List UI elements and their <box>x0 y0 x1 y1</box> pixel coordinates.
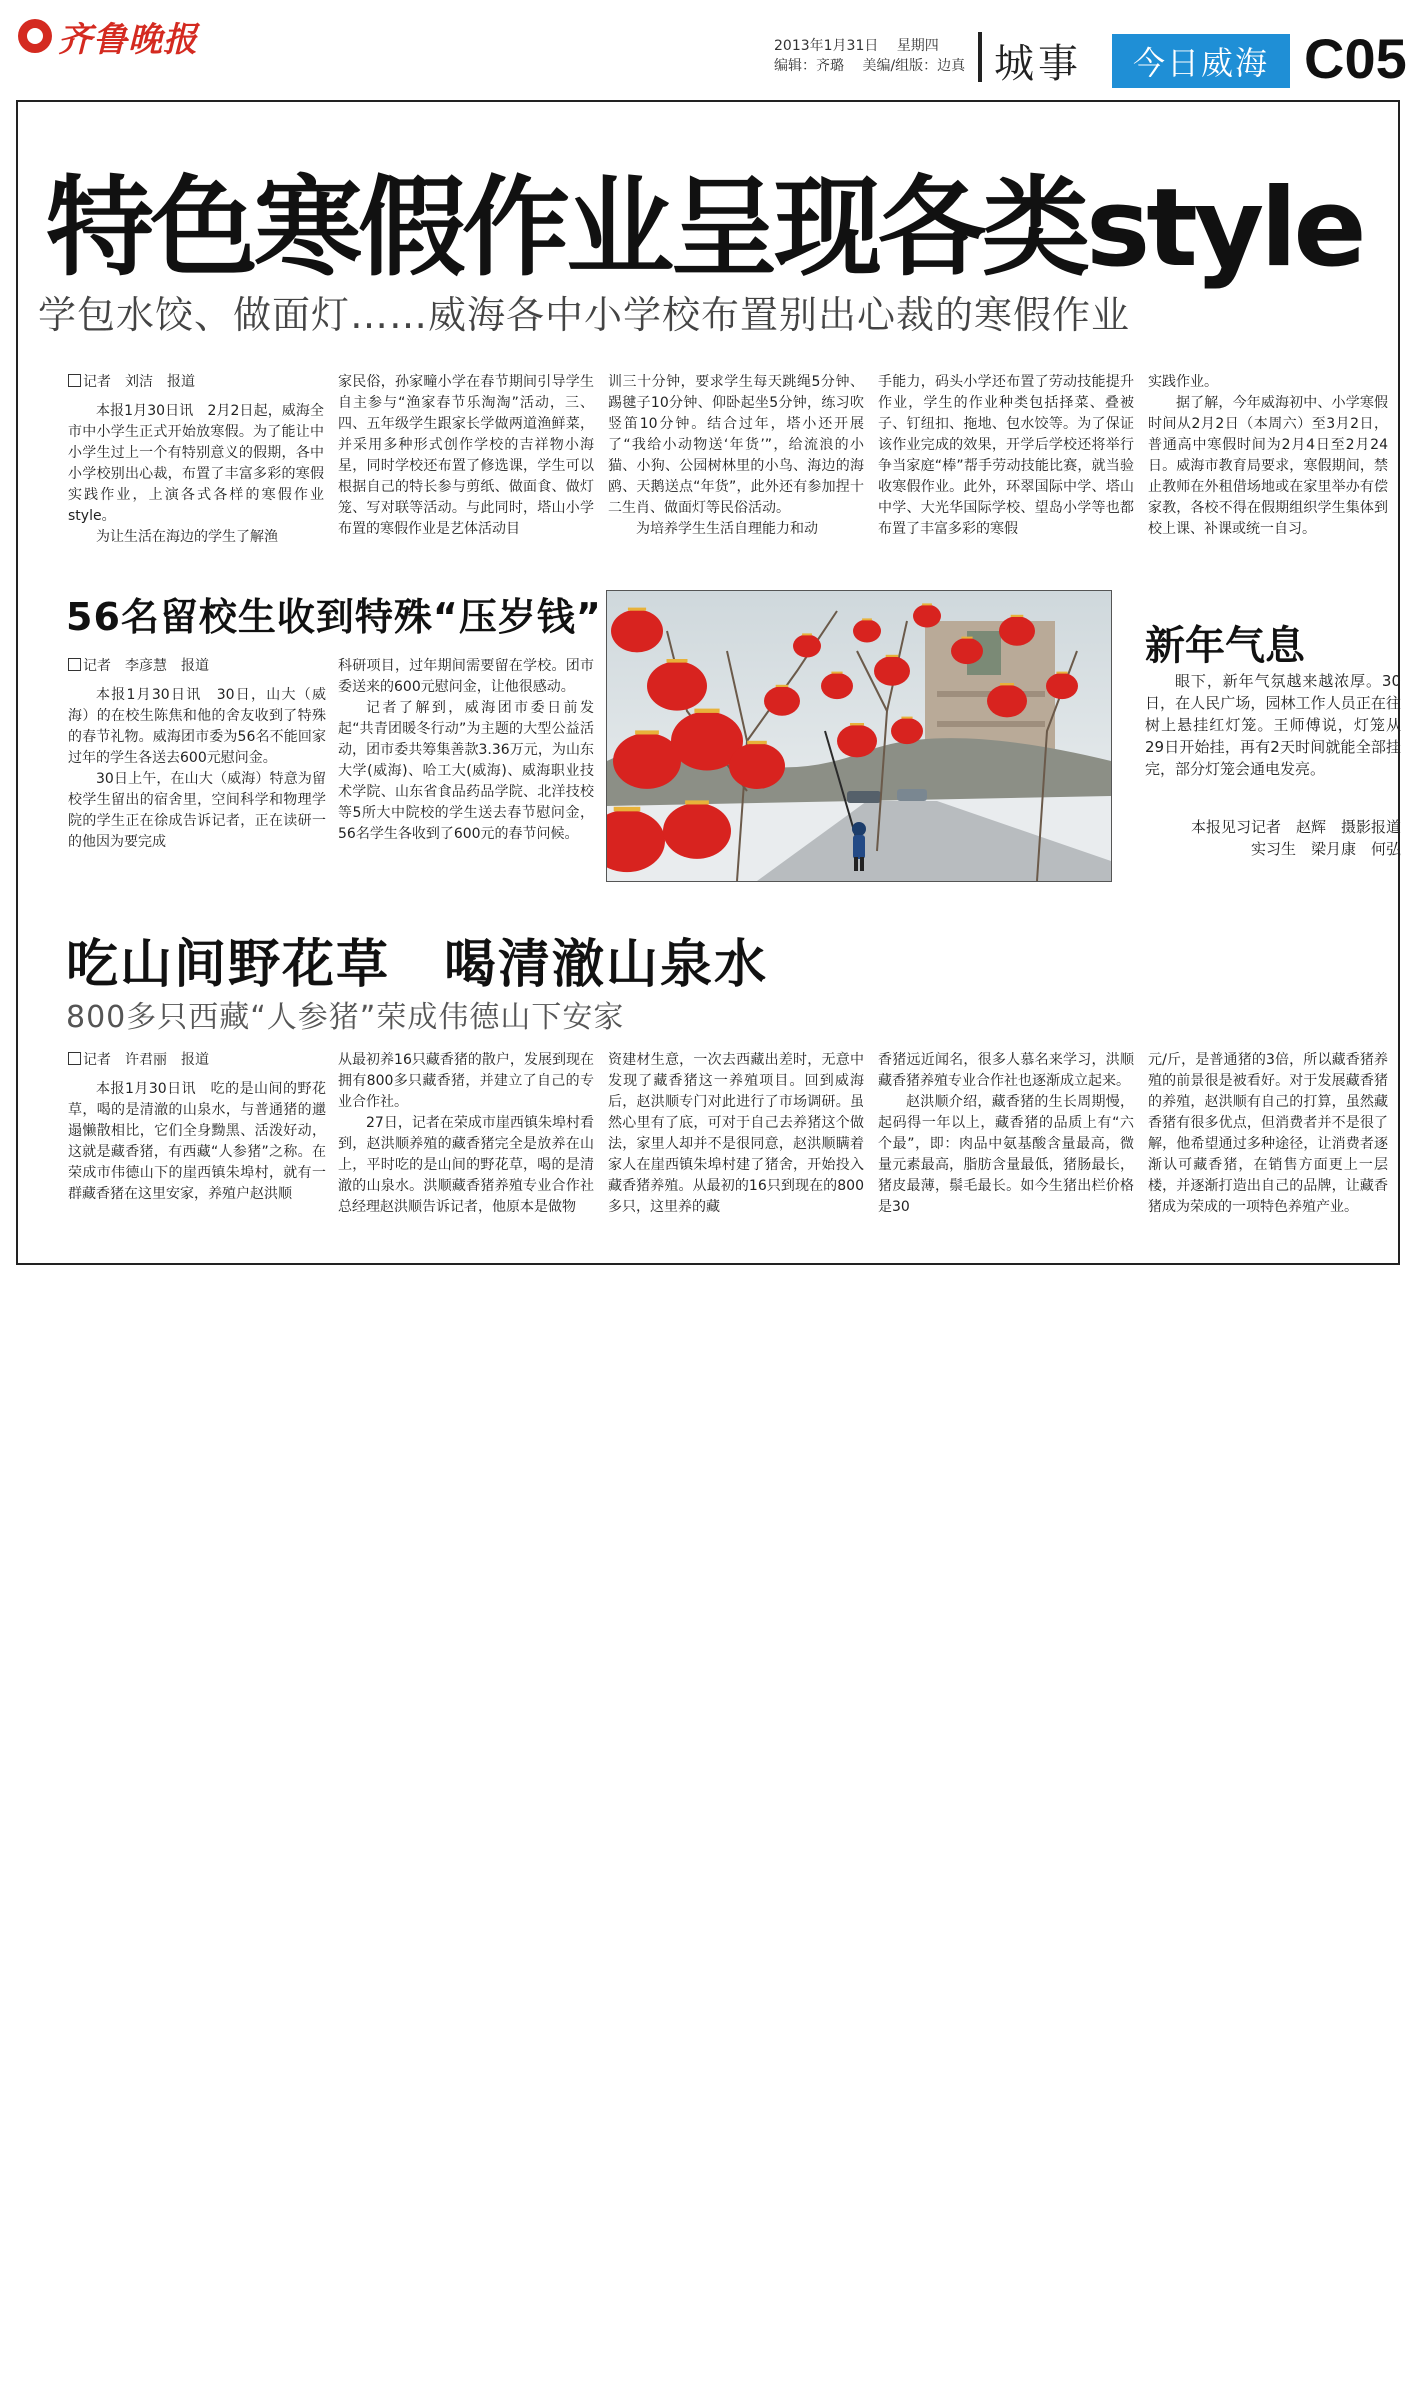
story4-deck: 800多只西藏“人参猪”荣成伟德山下安家 <box>66 1000 625 1035</box>
issue-date: 2013年1月31日 <box>774 38 879 54</box>
story1-paragraph: 手能力，码头小学还布置了劳动技能提升作业，学生的作业种类包括择菜、叠被子、钉纽扣、拖地、包水饺等。为了保证该作业完成的效果，开学后学校还将举行争当家庭“棒”帮手劳动技能比赛，就当验收寒假作业。此外，环翠国际中学、塔山中学、大光华国际学校、望岛小学等也都布置了丰富多彩的寒假 <box>878 374 1134 537</box>
lantern-cap <box>831 672 842 674</box>
story2-byline: 记者 李彦慧 报道 <box>68 656 326 677</box>
lantern-cap <box>901 717 912 719</box>
lantern <box>611 610 663 653</box>
lantern <box>837 725 877 758</box>
story4-headline: 吃山间野花草 喝清澈山泉水 <box>66 935 769 995</box>
logo-icon <box>18 19 52 53</box>
photo-credit <box>1145 816 1401 860</box>
lantern-cap <box>667 659 688 663</box>
story2-paragraph: 科研项目，过年期间需要留在学校。团市委送来的600元慰问金，让他很感动。 <box>338 658 594 695</box>
lantern-cap <box>1011 615 1024 617</box>
story2-column-1 <box>68 656 326 886</box>
lantern-cap <box>614 807 641 812</box>
story4-column-2 <box>338 1050 594 1250</box>
lantern <box>729 743 785 789</box>
photo-credit-line-2: 实习生 梁月康 何弘 <box>1250 840 1401 858</box>
lantern-cap <box>1000 683 1014 685</box>
story1-paragraph: 据了解，今年威海初中、小学寒假时间从2月2日（本周六）至3月2日，普通高中寒假时间为2月4日至2月24日。威海市教育局要求，寒假期间，禁止教师在外租借场地或在家里举办有偿家教，各校不得在假期组织学生集体到校上课、补课或统一自习。 <box>1148 395 1388 537</box>
lantern <box>613 733 681 789</box>
story2-column-2 <box>338 656 594 886</box>
story1-paragraph: 训三十分钟，要求学生每天跳绳5分钟、踢毽子10分钟、仰卧起坐5分钟，练习吹竖笛10分钟。结合过年，塔小还开展了“我给小动物送‘年货’”，给流浪的小猫、小狗、公园树林里的小鸟、海边的海鸥、天鹅送点“年货”，此外还有参加捏十二生肖、做面灯等民俗活动。 <box>608 374 864 516</box>
story4-column-4 <box>878 1050 1134 1250</box>
story2-paragraph: 记者了解到，威海团市委日前发起“共青团暖冬行动”为主题的大型公益活动，团市委共筹集善款3.36万元，为山东大学(威海)、哈工大(威海)、威海职业技术学院、山东省食品药品学院、北洋技校等5所大中院校的学生送去春节慰问金，56名学生各收到了600元的春节问候。 <box>338 700 594 842</box>
lantern-cap <box>961 637 972 639</box>
story3-body <box>1145 670 1401 810</box>
page-number: C05 <box>1304 27 1407 90</box>
story4-paragraph: 本报1月30日讯 吃的是山间的野花草，喝的是清澈的山泉水，与普通猪的邋遢懒散相比，它们全身黝黑、活泼好动，这就是藏香猪，有西藏“人参猪”之称。在荣成市伟德山下的崖西镇朱埠村，就有一群藏香猪在这里安家，养殖户赵洪顺 <box>68 1081 326 1202</box>
lantern <box>821 673 853 699</box>
lantern-cap <box>862 618 872 620</box>
masthead-divider <box>978 32 982 82</box>
story1-paragraph: 家民俗，孙家疃小学在春节期间引导学生自主参与“渔家春节乐淘淘”活动，三、四、五年级学生跟家长学做两道渔鲜菜，并采用多种形式创作学校的吉祥物小海星，同时学校还布置了修选课，学生可以根据自己的特长参与剪纸、做面食、做灯笼、写对联等活动。与此同时，塔山小学布置的寒假作业是艺体活动目 <box>338 374 594 537</box>
lantern-cap <box>747 741 767 744</box>
lantern <box>891 718 923 744</box>
red-lanterns-photo <box>606 590 1112 882</box>
lantern <box>999 616 1035 646</box>
story4-paragraph: 元/斤，是普通猪的3倍，所以藏香猪养殖的前景很是被看好。对于发展藏香猪的养殖，赵洪顺有自己的打算，虽然藏香猪有很多优点，但消费者并不是很了解，他希望通过多种途径，让消费者逐渐认可藏香猪，在销售方面更上一层楼，并逐渐打造出自己的品牌，让藏香猪成为荣成的一项特色养殖产业。 <box>1148 1052 1388 1215</box>
photo-credit-line-1: 本报见习记者 赵辉 摄影报道 <box>1190 818 1401 836</box>
story4-byline: 记者 许君丽 报道 <box>68 1050 326 1071</box>
issue-weekday: 星期四 <box>896 38 939 54</box>
story1-byline: 记者 刘洁 报道 <box>68 372 324 393</box>
story1-column-2 <box>338 372 594 572</box>
story1-paragraph: 为让生活在海边的学生了解渔 <box>96 529 278 545</box>
lantern-cap <box>1056 672 1067 674</box>
section-name: 城事 <box>994 41 1082 87</box>
story1-paragraph: 本报1月30日讯 2月2日起，威海全市中小学生正式开始放寒假。为了能让中小学生过上一个有特别意义的假期，各中小学校别出心裁，布置了丰富多彩的寒假实践作业，上演各式各样的寒假作业style。 <box>68 403 324 524</box>
byline-box-icon <box>68 374 81 387</box>
article-frame <box>16 100 1400 1265</box>
lantern <box>853 620 881 643</box>
newspaper-logo <box>18 14 198 58</box>
lantern-cap <box>802 633 812 635</box>
story1-paragraph: 实践作业。 <box>1148 374 1218 390</box>
story4-column-5 <box>1148 1050 1388 1250</box>
section-tab: 今日威海 <box>1112 34 1290 88</box>
story4-paragraph: 香猪远近闻名，很多人慕名来学习，洪顺藏香猪养殖专业合作社也逐渐成立起来。 <box>878 1052 1134 1089</box>
byline-box-icon <box>68 1052 81 1065</box>
issue-meta <box>774 36 979 76</box>
lantern-cap <box>628 608 646 611</box>
lantern <box>987 685 1027 718</box>
story2-headline: 56名留校生收到特殊“压岁钱” <box>66 595 602 639</box>
lantern-cap <box>886 655 899 657</box>
editor-credit: 编辑：齐璐 <box>774 58 844 74</box>
story1-column-1 <box>68 372 324 572</box>
lantern <box>764 686 800 716</box>
main-headline: 特色寒假作业呈现各类style <box>46 166 1363 291</box>
lantern <box>663 803 731 859</box>
story3-headline: 新年气息 <box>1145 623 1305 669</box>
lantern <box>913 605 941 628</box>
story1-paragraph: 为培养学生生活自理能力和动 <box>636 521 818 537</box>
story1-column-5 <box>1148 372 1388 572</box>
lantern-cap <box>635 730 659 734</box>
photo-illustration <box>607 591 1111 881</box>
byline-box-icon <box>68 658 81 671</box>
story4-paragraph: 从最初养16只藏香猪的散户，发展到现在拥有800多只藏香猪，并建立了自己的专业合作社。 <box>338 1052 594 1110</box>
lantern-cap <box>685 800 709 804</box>
story1-column-4 <box>878 372 1134 572</box>
lantern-cap <box>922 603 932 605</box>
story4-column-3 <box>608 1050 864 1250</box>
story4-column-1 <box>68 1050 326 1250</box>
story4-paragraph: 资建材生意，一次去西藏出差时，无意中发现了藏香猪这一养殖项目。回到威海后，赵洪顺专门对此进行了市场调研。虽然心里有了底，可对于自己去养猪这个做法，家里人却并不是很同意，赵洪顺瞒着家人在崖西镇朱埠村建了猪舍，开始投入藏香猪养殖。从最初的16只到现在的800多只，这里养的藏 <box>608 1052 864 1215</box>
logo-text: 齐鲁晚报 <box>58 19 198 60</box>
lantern-cap <box>694 709 719 713</box>
story4-paragraph: 赵洪顺介绍，藏香猪的生长周期慢，起码得一年以上，藏香猪的品质上有“六个最”，即：肉品中氨基酸含量最高，微量元素最高，脂肪含量最低，猪肠最长，猪皮最薄，鬃毛最长。如今生猪出栏价格是30 <box>878 1094 1134 1215</box>
lantern-cap <box>850 723 864 725</box>
lantern <box>874 656 910 686</box>
lantern <box>1046 673 1078 699</box>
lantern-cap <box>776 685 789 687</box>
lantern <box>647 661 707 710</box>
story3-paragraph: 眼下，新年气氛越来越浓厚。30日，在人民广场，园林工作人员正在往树上悬挂红灯笼。王师傅说，灯笼从29日开始挂，再有2天时间就能全部挂完，部分灯笼会通电发亮。 <box>1145 672 1401 778</box>
lantern <box>951 638 983 664</box>
story2-paragraph: 本报1月30日讯 30日，山大（威海）的在校生陈焦和他的舍友收到了特殊的春节礼物。威海团市委为56名不能回家过年的学生各送去600元慰问金。 <box>68 687 326 766</box>
masthead <box>14 8 1407 90</box>
story4-paragraph: 27日，记者在荣成市崖西镇朱埠村看到，赵洪顺养殖的藏香猪完全是放养在山上，平时吃的是山间的野花草，喝的是清澈的山泉水。洪顺藏香猪养殖专业合作社总经理赵洪顺告诉记者，他原本是做物 <box>338 1115 594 1215</box>
story2-paragraph: 30日上午，在山大（威海）特意为留校学生留出的宿舍里，空间科学和物理学院的学生正在徐成告诉记者，正在读研一的他因为要完成 <box>68 771 326 850</box>
designer-credit: 美编/组版：边真 <box>862 58 966 74</box>
main-subhead: 学包水饺、做面灯……威海各中小学校布置别出心裁的寒假作业 <box>38 293 1131 337</box>
lantern <box>793 635 821 658</box>
story1-column-3 <box>608 372 864 572</box>
